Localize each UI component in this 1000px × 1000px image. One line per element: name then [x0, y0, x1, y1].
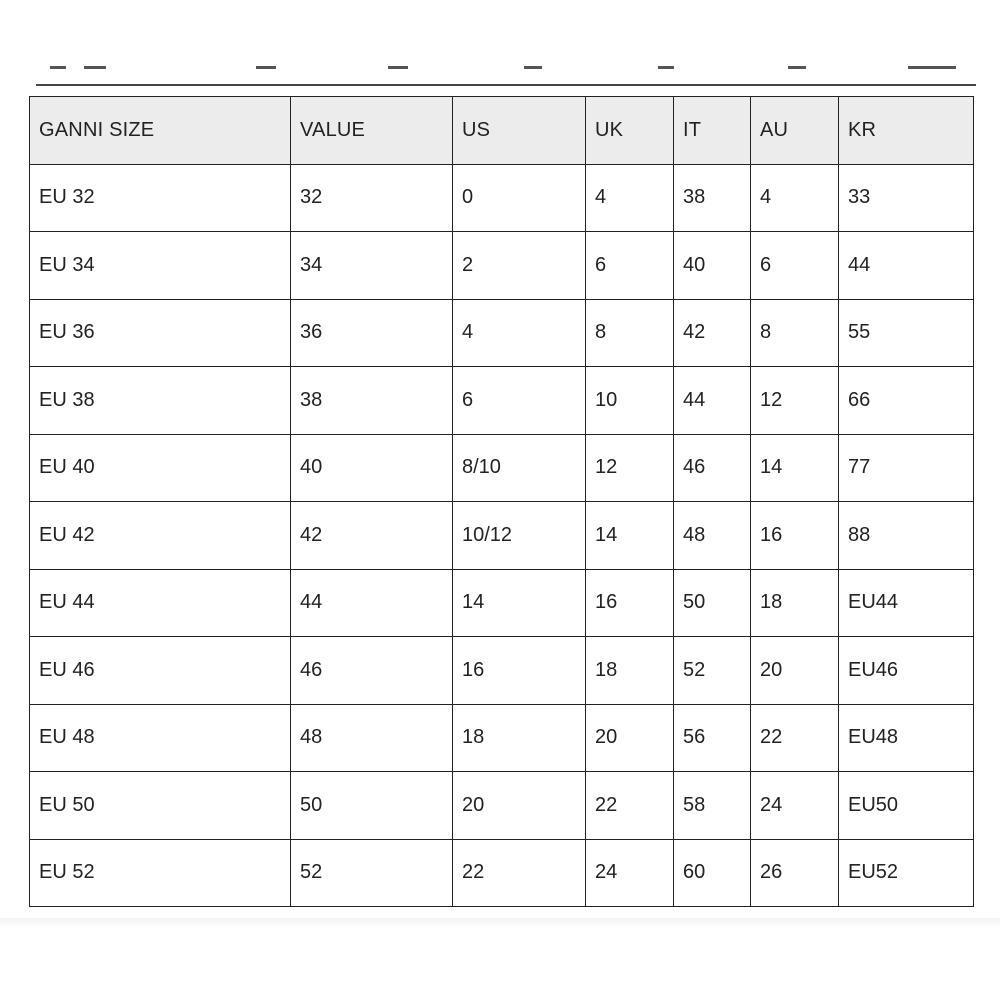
cell-au: 8 [751, 299, 839, 367]
cell-us: 22 [453, 839, 586, 907]
header-kr: KR [839, 97, 974, 165]
cell-ganni-size: EU 50 [30, 772, 291, 840]
cell-us: 2 [453, 232, 586, 300]
cell-au: 24 [751, 772, 839, 840]
cell-ganni-size: EU 34 [30, 232, 291, 300]
cell-au: 4 [751, 164, 839, 232]
cell-uk: 6 [586, 232, 674, 300]
header-ganni-size: GANNI SIZE [30, 97, 291, 165]
cell-kr: EU52 [839, 839, 974, 907]
header-au: AU [751, 97, 839, 165]
table-row [30, 569, 974, 637]
cell-value: 52 [291, 839, 453, 907]
cropped-text-fragment [50, 66, 66, 69]
cropped-text-fragment [84, 66, 106, 69]
cell-value: 50 [291, 772, 453, 840]
cell-au: 6 [751, 232, 839, 300]
table-row [30, 164, 974, 232]
cell-uk: 10 [586, 367, 674, 435]
header-it: IT [674, 97, 751, 165]
cell-kr: 33 [839, 164, 974, 232]
bottom-edge-shadow [0, 918, 1000, 928]
cell-uk: 12 [586, 434, 674, 502]
header-value: VALUE [291, 97, 453, 165]
cell-value: 46 [291, 637, 453, 705]
header-uk: UK [586, 97, 674, 165]
cell-au: 20 [751, 637, 839, 705]
cell-it: 38 [674, 164, 751, 232]
cell-ganni-size: EU 46 [30, 637, 291, 705]
cell-value: 36 [291, 299, 453, 367]
cell-us: 20 [453, 772, 586, 840]
cell-us: 0 [453, 164, 586, 232]
cell-us: 18 [453, 704, 586, 772]
cell-us: 8/10 [453, 434, 586, 502]
cell-us: 6 [453, 367, 586, 435]
cell-ganni-size: EU 36 [30, 299, 291, 367]
cell-it: 50 [674, 569, 751, 637]
cell-au: 18 [751, 569, 839, 637]
cell-value: 32 [291, 164, 453, 232]
cell-ganni-size: EU 40 [30, 434, 291, 502]
cropped-previous-row [36, 62, 976, 84]
cell-value: 48 [291, 704, 453, 772]
cell-kr: EU50 [839, 772, 974, 840]
cell-au: 14 [751, 434, 839, 502]
cell-value: 44 [291, 569, 453, 637]
cell-it: 42 [674, 299, 751, 367]
cell-uk: 4 [586, 164, 674, 232]
cell-it: 44 [674, 367, 751, 435]
cell-us: 14 [453, 569, 586, 637]
cell-ganni-size: EU 44 [30, 569, 291, 637]
cell-value: 40 [291, 434, 453, 502]
cell-kr: 66 [839, 367, 974, 435]
cell-ganni-size: EU 48 [30, 704, 291, 772]
cell-uk: 16 [586, 569, 674, 637]
cell-kr: EU44 [839, 569, 974, 637]
cell-kr: 88 [839, 502, 974, 570]
cropped-text-fragment [908, 66, 956, 69]
cell-kr: 55 [839, 299, 974, 367]
table-row [30, 839, 974, 907]
cell-kr: 44 [839, 232, 974, 300]
table-row [30, 772, 974, 840]
cell-uk: 14 [586, 502, 674, 570]
cell-value: 42 [291, 502, 453, 570]
cell-it: 58 [674, 772, 751, 840]
cell-au: 12 [751, 367, 839, 435]
cropped-text-fragment [788, 66, 806, 69]
cropped-text-fragment [658, 66, 674, 69]
cropped-text-fragment [256, 66, 276, 69]
cell-ganni-size: EU 32 [30, 164, 291, 232]
cell-it: 56 [674, 704, 751, 772]
cell-us: 16 [453, 637, 586, 705]
cropped-text-fragment [524, 66, 542, 69]
table-row [30, 299, 974, 367]
cropped-text-fragment [388, 66, 408, 69]
cell-kr: EU48 [839, 704, 974, 772]
table-row [30, 434, 974, 502]
cell-kr: EU46 [839, 637, 974, 705]
cell-it: 40 [674, 232, 751, 300]
cell-us: 4 [453, 299, 586, 367]
cell-ganni-size: EU 42 [30, 502, 291, 570]
cell-value: 34 [291, 232, 453, 300]
cell-it: 60 [674, 839, 751, 907]
top-divider [36, 84, 976, 86]
table-row [30, 502, 974, 570]
cell-au: 22 [751, 704, 839, 772]
cell-it: 46 [674, 434, 751, 502]
cell-au: 16 [751, 502, 839, 570]
header-row [30, 97, 974, 165]
table-row [30, 232, 974, 300]
table-row [30, 367, 974, 435]
cell-kr: 77 [839, 434, 974, 502]
cell-value: 38 [291, 367, 453, 435]
cell-it: 48 [674, 502, 751, 570]
cell-us: 10/12 [453, 502, 586, 570]
cell-au: 26 [751, 839, 839, 907]
table-row [30, 704, 974, 772]
cell-uk: 20 [586, 704, 674, 772]
table-row [30, 637, 974, 705]
cell-uk: 22 [586, 772, 674, 840]
cell-uk: 18 [586, 637, 674, 705]
cell-uk: 24 [586, 839, 674, 907]
cell-ganni-size: EU 38 [30, 367, 291, 435]
size-chart-table [29, 96, 974, 907]
cell-ganni-size: EU 52 [30, 839, 291, 907]
header-us: US [453, 97, 586, 165]
cell-it: 52 [674, 637, 751, 705]
cell-uk: 8 [586, 299, 674, 367]
